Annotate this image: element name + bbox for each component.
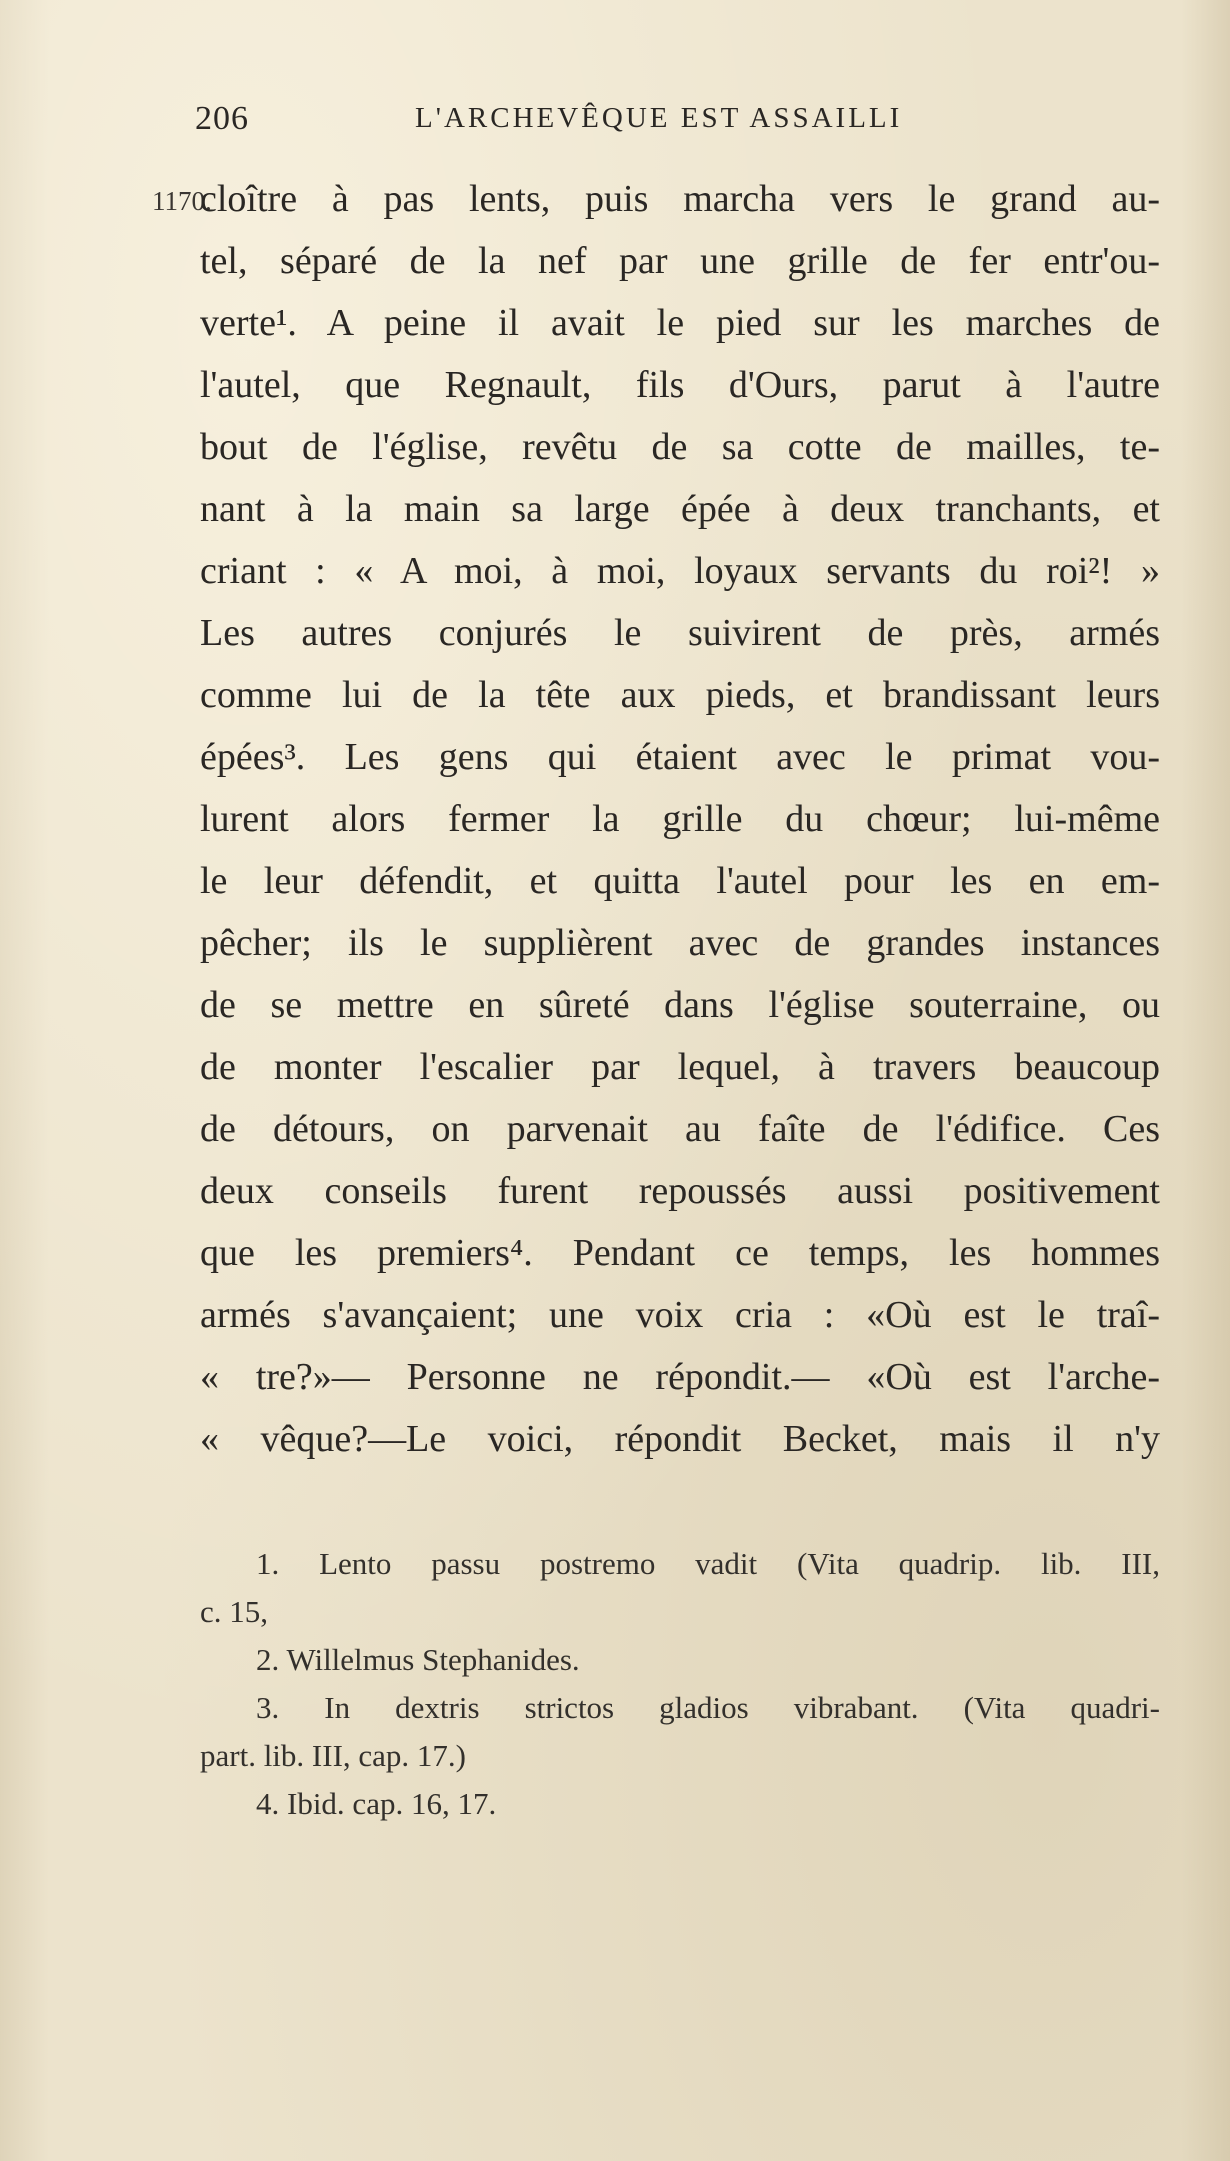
footnote-4: 4. Ibid. cap. 16, 17.: [256, 1786, 497, 1821]
text-line: tel, séparé de la nef par une grille de fer entr'ou-: [200, 240, 1160, 282]
text-line: de monter l'escalier par lequel, à travers beaucoup: [200, 1046, 1160, 1088]
text-line: le leur défendit, et quitta l'autel pour les en em-: [200, 860, 1160, 902]
text-line: deux conseils furent repoussés aussi positivement: [200, 1170, 1160, 1212]
text-line: épées³. Les gens qui étaient avec le primat vou-: [200, 736, 1160, 778]
text-line: pêcher; ils le supplièrent avec de grandes instances: [200, 922, 1160, 964]
footnote-3: 3. In dextris strictos gladios vibrabant. (Vita quadri-: [256, 1690, 1160, 1725]
text-line: l'autel, que Regnault, fils d'Ours, parut à l'autre: [200, 364, 1160, 406]
text-line: lurent alors fermer la grille du chœur; lui-même: [200, 798, 1160, 840]
footnote-3-continued: part. lib. III, cap. 17.): [200, 1738, 466, 1773]
footnotes: [200, 1540, 1160, 1828]
footnote-1-continued: c. 15,: [200, 1594, 269, 1629]
text-line: « vêque?—Le voici, répondit Becket, mais il n'y: [200, 1418, 1160, 1460]
text-line: armés s'avançaient; une voix cria : «Où est le traî-: [200, 1294, 1160, 1336]
page-number: 206: [195, 100, 249, 137]
text-line: verte¹. A peine il avait le pied sur les marches de: [200, 302, 1160, 344]
page-header: [195, 100, 985, 144]
text-line: criant : « A moi, à moi, loyaux servants du roi²! »: [200, 550, 1160, 592]
text-line: « tre?»— Personne ne répondit.— «Où est l'arche-: [200, 1356, 1160, 1398]
main-text: [200, 168, 1160, 1468]
text-line: cloître à pas lents, puis marcha vers le grand au-: [200, 178, 1160, 220]
text-line: nant à la main sa large épée à deux tranchants, et: [200, 488, 1160, 530]
margin-year-note: 1170.: [152, 186, 212, 216]
footnote-2: 2. Willelmus Stephanides.: [256, 1642, 580, 1677]
text-line: que les premiers⁴. Pendant ce temps, les hommes: [200, 1232, 1160, 1274]
footnote-1: 1. Lento passu postremo vadit (Vita quadrip. lib. III,: [256, 1546, 1160, 1581]
text-line: comme lui de la tête aux pieds, et brandissant leurs: [200, 674, 1160, 716]
text-line: Les autres conjurés le suivirent de près, armés: [200, 612, 1160, 654]
text-line: bout de l'église, revêtu de sa cotte de mailles, te-: [200, 426, 1160, 468]
running-head: L'ARCHEVÊQUE EST ASSAILLI: [415, 102, 903, 134]
text-line: de détours, on parvenait au faîte de l'édifice. Ces: [200, 1108, 1160, 1150]
text-line: de se mettre en sûreté dans l'église souterraine, ou: [200, 984, 1160, 1026]
